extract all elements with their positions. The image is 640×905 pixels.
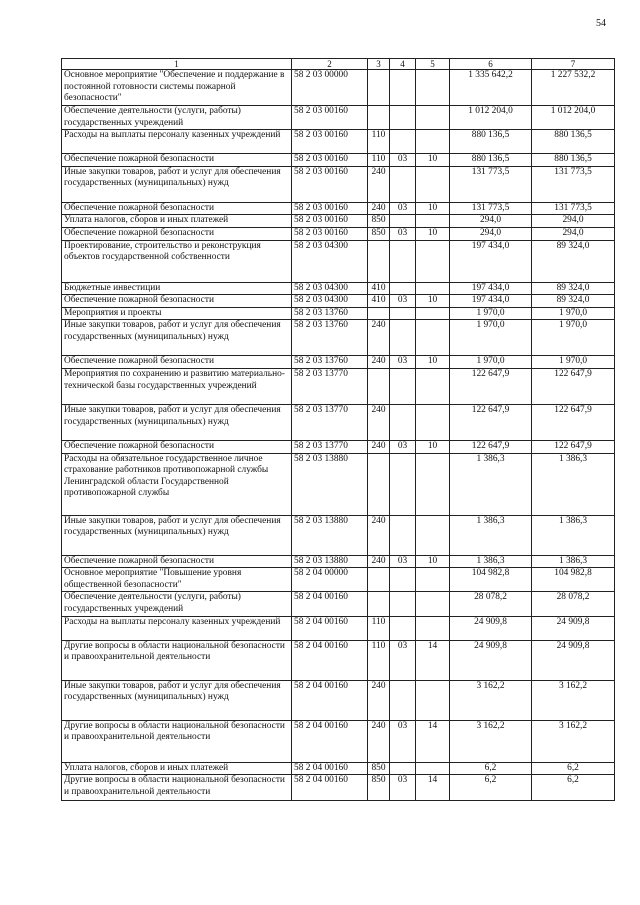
row-value-col7-cell: 880 136,5 <box>532 154 615 167</box>
row-value-col6-cell: 131 773,5 <box>450 202 532 215</box>
row-name-cell: Обеспечение пожарной безопасности <box>62 154 292 167</box>
row-value-col7-cell: 6,2 <box>532 775 615 801</box>
row-value-col6-cell: 6,2 <box>450 775 532 801</box>
row-pr-cell <box>416 616 450 640</box>
row-vr-cell: 850 <box>368 215 390 228</box>
row-rz-cell <box>390 320 416 356</box>
row-vr-cell <box>368 307 390 320</box>
row-value-col6-cell: 1 012 204,0 <box>450 106 532 130</box>
row-name-cell: Бюджетные инвестиции <box>62 282 292 295</box>
row-pr-cell: 10 <box>416 154 450 167</box>
row-value-col6-cell: 122 647,9 <box>450 404 532 440</box>
row-pr-cell <box>416 568 450 592</box>
row-rz-cell <box>390 106 416 130</box>
row-code-cell: 58 2 03 13760 <box>292 307 368 320</box>
row-value-col6-cell: 3 162,2 <box>450 680 532 720</box>
row-name-cell: Расходы на обязательное государственное личное страхование работников противопожарной службы Ленинградской области Государственной противопожарной службы <box>62 453 292 515</box>
row-value-col6-cell: 197 434,0 <box>450 282 532 295</box>
row-value-col6-cell: 1 386,3 <box>450 555 532 568</box>
row-name-cell: Иные закупки товаров, работ и услуг для обеспечения государственных (муниципальных) нужд <box>62 404 292 440</box>
row-pr-cell <box>416 515 450 555</box>
row-name-cell: Иные закупки товаров, работ и услуг для обеспечения государственных (муниципальных) нужд <box>62 680 292 720</box>
row-code-cell: 58 2 03 13770 <box>292 440 368 453</box>
row-value-col6-cell: 294,0 <box>450 215 532 228</box>
row-vr-cell: 850 <box>368 762 390 775</box>
row-code-cell: 58 2 03 13760 <box>292 356 368 369</box>
row-vr-cell: 850 <box>368 227 390 240</box>
row-value-col7-cell: 3 162,2 <box>532 720 615 762</box>
row-code-cell: 58 2 04 00160 <box>292 720 368 762</box>
column-header: 6 <box>450 59 532 70</box>
row-value-col6-cell: 6,2 <box>450 762 532 775</box>
row-rz-cell <box>390 568 416 592</box>
row-name-cell: Мероприятия и проекты <box>62 307 292 320</box>
row-code-cell: 58 2 03 13880 <box>292 515 368 555</box>
row-pr-cell: 14 <box>416 640 450 680</box>
table-row <box>62 295 615 308</box>
row-name-cell: Обеспечение пожарной безопасности <box>62 202 292 215</box>
row-rz-cell: 03 <box>390 202 416 215</box>
row-value-col7-cell: 1 386,3 <box>532 453 615 515</box>
row-value-col7-cell: 104 982,8 <box>532 568 615 592</box>
row-pr-cell: 10 <box>416 295 450 308</box>
table-row <box>62 215 615 228</box>
row-rz-cell <box>390 592 416 616</box>
row-rz-cell <box>390 515 416 555</box>
table-row <box>62 70 615 106</box>
row-code-cell: 58 2 03 13770 <box>292 404 368 440</box>
row-vr-cell: 110 <box>368 154 390 167</box>
row-pr-cell <box>416 404 450 440</box>
row-value-col7-cell: 1 012 204,0 <box>532 106 615 130</box>
row-value-col6-cell: 197 434,0 <box>450 295 532 308</box>
table-row <box>62 166 615 202</box>
row-value-col7-cell: 122 647,9 <box>532 368 615 404</box>
row-code-cell: 58 2 03 13880 <box>292 555 368 568</box>
row-value-col7-cell: 131 773,5 <box>532 202 615 215</box>
row-value-col6-cell: 294,0 <box>450 227 532 240</box>
table-row <box>62 616 615 640</box>
row-value-col7-cell: 880 136,5 <box>532 130 615 154</box>
row-pr-cell: 14 <box>416 775 450 801</box>
page-number: 54 <box>596 18 606 29</box>
row-value-col6-cell: 3 162,2 <box>450 720 532 762</box>
row-name-cell: Другие вопросы в области национальной безопасности и правоохранительной деятельности <box>62 640 292 680</box>
row-pr-cell: 10 <box>416 555 450 568</box>
row-rz-cell: 03 <box>390 555 416 568</box>
row-value-col6-cell: 28 078,2 <box>450 592 532 616</box>
row-name-cell: Проектирование, строительство и реконструкция объектов государственной собственности <box>62 240 292 282</box>
row-pr-cell <box>416 282 450 295</box>
row-vr-cell: 410 <box>368 295 390 308</box>
table-row <box>62 453 615 515</box>
row-value-col6-cell: 122 647,9 <box>450 440 532 453</box>
row-value-col7-cell: 1 227 532,2 <box>532 70 615 106</box>
row-name-cell: Обеспечение деятельности (услуги, работы) государственных учреждений <box>62 106 292 130</box>
row-value-col7-cell: 3 162,2 <box>532 680 615 720</box>
row-vr-cell: 240 <box>368 440 390 453</box>
column-header: 7 <box>532 59 615 70</box>
table-row <box>62 356 615 369</box>
table-row <box>62 592 615 616</box>
row-pr-cell <box>416 368 450 404</box>
row-pr-cell: 10 <box>416 440 450 453</box>
table-row <box>62 130 615 154</box>
row-value-col7-cell: 131 773,5 <box>532 166 615 202</box>
row-vr-cell: 240 <box>368 515 390 555</box>
row-value-col7-cell: 122 647,9 <box>532 404 615 440</box>
row-pr-cell <box>416 106 450 130</box>
row-value-col7-cell: 1 386,3 <box>532 555 615 568</box>
row-code-cell: 58 2 04 00160 <box>292 775 368 801</box>
header-row <box>62 59 615 70</box>
row-name-cell: Обеспечение пожарной безопасности <box>62 295 292 308</box>
row-value-col6-cell: 24 909,8 <box>450 640 532 680</box>
row-code-cell: 58 2 04 00160 <box>292 640 368 680</box>
row-rz-cell <box>390 453 416 515</box>
row-code-cell: 58 2 04 00000 <box>292 568 368 592</box>
table-row <box>62 515 615 555</box>
row-value-col7-cell: 1 386,3 <box>532 515 615 555</box>
row-rz-cell <box>390 616 416 640</box>
row-code-cell: 58 2 03 00160 <box>292 106 368 130</box>
row-code-cell: 58 2 03 00160 <box>292 154 368 167</box>
row-vr-cell <box>368 592 390 616</box>
row-code-cell: 58 2 03 00160 <box>292 166 368 202</box>
row-vr-cell: 240 <box>368 404 390 440</box>
table-row <box>62 240 615 282</box>
row-code-cell: 58 2 03 04300 <box>292 295 368 308</box>
row-code-cell: 58 2 03 00160 <box>292 227 368 240</box>
row-code-cell: 58 2 03 00000 <box>292 70 368 106</box>
row-pr-cell: 10 <box>416 356 450 369</box>
row-vr-cell <box>368 368 390 404</box>
row-rz-cell: 03 <box>390 227 416 240</box>
row-code-cell: 58 2 04 00160 <box>292 680 368 720</box>
row-value-col6-cell: 880 136,5 <box>450 130 532 154</box>
row-pr-cell <box>416 215 450 228</box>
table-row <box>62 307 615 320</box>
row-name-cell: Основное мероприятие "Обеспечение и поддержание в постоянной готовности системы пожарной безопасности" <box>62 70 292 106</box>
column-header: 3 <box>368 59 390 70</box>
table-body <box>62 70 615 801</box>
row-value-col7-cell: 6,2 <box>532 762 615 775</box>
row-vr-cell: 240 <box>368 680 390 720</box>
row-pr-cell <box>416 680 450 720</box>
row-pr-cell <box>416 320 450 356</box>
row-rz-cell <box>390 680 416 720</box>
row-name-cell: Обеспечение пожарной безопасности <box>62 227 292 240</box>
row-rz-cell <box>390 166 416 202</box>
row-rz-cell: 03 <box>390 440 416 453</box>
row-name-cell: Иные закупки товаров, работ и услуг для обеспечения государственных (муниципальных) нужд <box>62 515 292 555</box>
row-name-cell: Расходы на выплаты персоналу казенных учреждений <box>62 130 292 154</box>
row-value-col7-cell: 24 909,8 <box>532 640 615 680</box>
row-code-cell: 58 2 03 00160 <box>292 202 368 215</box>
row-code-cell: 58 2 04 00160 <box>292 592 368 616</box>
row-pr-cell: 10 <box>416 227 450 240</box>
row-vr-cell: 850 <box>368 775 390 801</box>
row-value-col6-cell: 122 647,9 <box>450 368 532 404</box>
row-vr-cell <box>368 453 390 515</box>
row-code-cell: 58 2 03 13760 <box>292 320 368 356</box>
table-row <box>62 227 615 240</box>
row-value-col7-cell: 1 970,0 <box>532 320 615 356</box>
row-rz-cell: 03 <box>390 356 416 369</box>
row-vr-cell: 240 <box>368 202 390 215</box>
row-pr-cell <box>416 130 450 154</box>
row-rz-cell: 03 <box>390 640 416 680</box>
row-pr-cell <box>416 453 450 515</box>
row-rz-cell <box>390 282 416 295</box>
row-name-cell: Другие вопросы в области национальной безопасности и правоохранительной деятельности <box>62 720 292 762</box>
row-vr-cell <box>368 240 390 282</box>
table-row <box>62 202 615 215</box>
row-name-cell: Расходы на выплаты персоналу казенных учреждений <box>62 616 292 640</box>
row-pr-cell <box>416 240 450 282</box>
row-code-cell: 58 2 03 13880 <box>292 453 368 515</box>
row-rz-cell <box>390 240 416 282</box>
row-code-cell: 58 2 03 00160 <box>292 130 368 154</box>
row-code-cell: 58 2 03 04300 <box>292 240 368 282</box>
row-vr-cell: 240 <box>368 166 390 202</box>
row-rz-cell: 03 <box>390 295 416 308</box>
row-name-cell: Обеспечение пожарной безопасности <box>62 356 292 369</box>
row-rz-cell <box>390 762 416 775</box>
row-vr-cell: 110 <box>368 130 390 154</box>
table-row <box>62 720 615 762</box>
row-name-cell: Обеспечение пожарной безопасности <box>62 555 292 568</box>
column-header: 5 <box>416 59 450 70</box>
row-rz-cell: 03 <box>390 720 416 762</box>
row-value-col6-cell: 1 970,0 <box>450 356 532 369</box>
table-row <box>62 640 615 680</box>
row-pr-cell: 10 <box>416 202 450 215</box>
row-value-col6-cell: 1 386,3 <box>450 515 532 555</box>
table-row <box>62 775 615 801</box>
row-rz-cell <box>390 70 416 106</box>
row-value-col7-cell: 89 324,0 <box>532 240 615 282</box>
row-pr-cell <box>416 70 450 106</box>
row-vr-cell: 240 <box>368 356 390 369</box>
row-rz-cell <box>390 307 416 320</box>
row-value-col6-cell: 1 386,3 <box>450 453 532 515</box>
table-row <box>62 368 615 404</box>
row-vr-cell: 110 <box>368 616 390 640</box>
row-pr-cell <box>416 592 450 616</box>
row-name-cell: Обеспечение деятельности (услуги, работы) государственных учреждений <box>62 592 292 616</box>
row-vr-cell: 240 <box>368 555 390 568</box>
table-row <box>62 555 615 568</box>
row-value-col7-cell: 122 647,9 <box>532 440 615 453</box>
row-code-cell: 58 2 04 00160 <box>292 616 368 640</box>
table-row <box>62 154 615 167</box>
row-code-cell: 58 2 03 00160 <box>292 215 368 228</box>
row-pr-cell <box>416 307 450 320</box>
row-vr-cell: 110 <box>368 640 390 680</box>
row-rz-cell <box>390 130 416 154</box>
row-value-col6-cell: 1 970,0 <box>450 307 532 320</box>
row-vr-cell <box>368 70 390 106</box>
row-name-cell: Мероприятия по сохранению и развитию материально-технической базы государственных учреждений <box>62 368 292 404</box>
row-value-col6-cell: 24 909,8 <box>450 616 532 640</box>
row-name-cell: Основное мероприятие "Повышение уровня общественной безопасности" <box>62 568 292 592</box>
column-header: 1 <box>62 59 292 70</box>
table-row <box>62 762 615 775</box>
row-pr-cell <box>416 762 450 775</box>
table-row <box>62 568 615 592</box>
row-rz-cell <box>390 215 416 228</box>
row-code-cell: 58 2 03 13770 <box>292 368 368 404</box>
row-value-col6-cell: 1 970,0 <box>450 320 532 356</box>
row-vr-cell <box>368 106 390 130</box>
row-vr-cell <box>368 568 390 592</box>
budget-table <box>61 58 615 801</box>
row-value-col6-cell: 197 434,0 <box>450 240 532 282</box>
row-name-cell: Уплата налогов, сборов и иных платежей <box>62 215 292 228</box>
row-value-col6-cell: 880 136,5 <box>450 154 532 167</box>
row-value-col7-cell: 294,0 <box>532 227 615 240</box>
row-code-cell: 58 2 03 04300 <box>292 282 368 295</box>
row-value-col7-cell: 1 970,0 <box>532 356 615 369</box>
row-value-col7-cell: 24 909,8 <box>532 616 615 640</box>
row-rz-cell: 03 <box>390 154 416 167</box>
row-vr-cell: 240 <box>368 720 390 762</box>
row-value-col6-cell: 104 982,8 <box>450 568 532 592</box>
table-row <box>62 440 615 453</box>
row-name-cell: Иные закупки товаров, работ и услуг для обеспечения государственных (муниципальных) нужд <box>62 166 292 202</box>
row-value-col7-cell: 89 324,0 <box>532 295 615 308</box>
row-name-cell: Уплата налогов, сборов и иных платежей <box>62 762 292 775</box>
row-rz-cell <box>390 368 416 404</box>
row-rz-cell: 03 <box>390 775 416 801</box>
column-header: 2 <box>292 59 368 70</box>
table-row <box>62 106 615 130</box>
row-code-cell: 58 2 04 00160 <box>292 762 368 775</box>
row-value-col7-cell: 28 078,2 <box>532 592 615 616</box>
row-vr-cell: 410 <box>368 282 390 295</box>
row-name-cell: Обеспечение пожарной безопасности <box>62 440 292 453</box>
column-header: 4 <box>390 59 416 70</box>
row-vr-cell: 240 <box>368 320 390 356</box>
row-value-col6-cell: 131 773,5 <box>450 166 532 202</box>
table-row <box>62 680 615 720</box>
table-row <box>62 282 615 295</box>
row-value-col7-cell: 89 324,0 <box>532 282 615 295</box>
row-pr-cell <box>416 166 450 202</box>
row-pr-cell: 14 <box>416 720 450 762</box>
row-name-cell: Другие вопросы в области национальной безопасности и правоохранительной деятельности <box>62 775 292 801</box>
row-value-col6-cell: 1 335 642,2 <box>450 70 532 106</box>
row-value-col7-cell: 294,0 <box>532 215 615 228</box>
table-row <box>62 320 615 356</box>
row-value-col7-cell: 1 970,0 <box>532 307 615 320</box>
row-name-cell: Иные закупки товаров, работ и услуг для обеспечения государственных (муниципальных) нужд <box>62 320 292 356</box>
row-rz-cell <box>390 404 416 440</box>
table-row <box>62 404 615 440</box>
